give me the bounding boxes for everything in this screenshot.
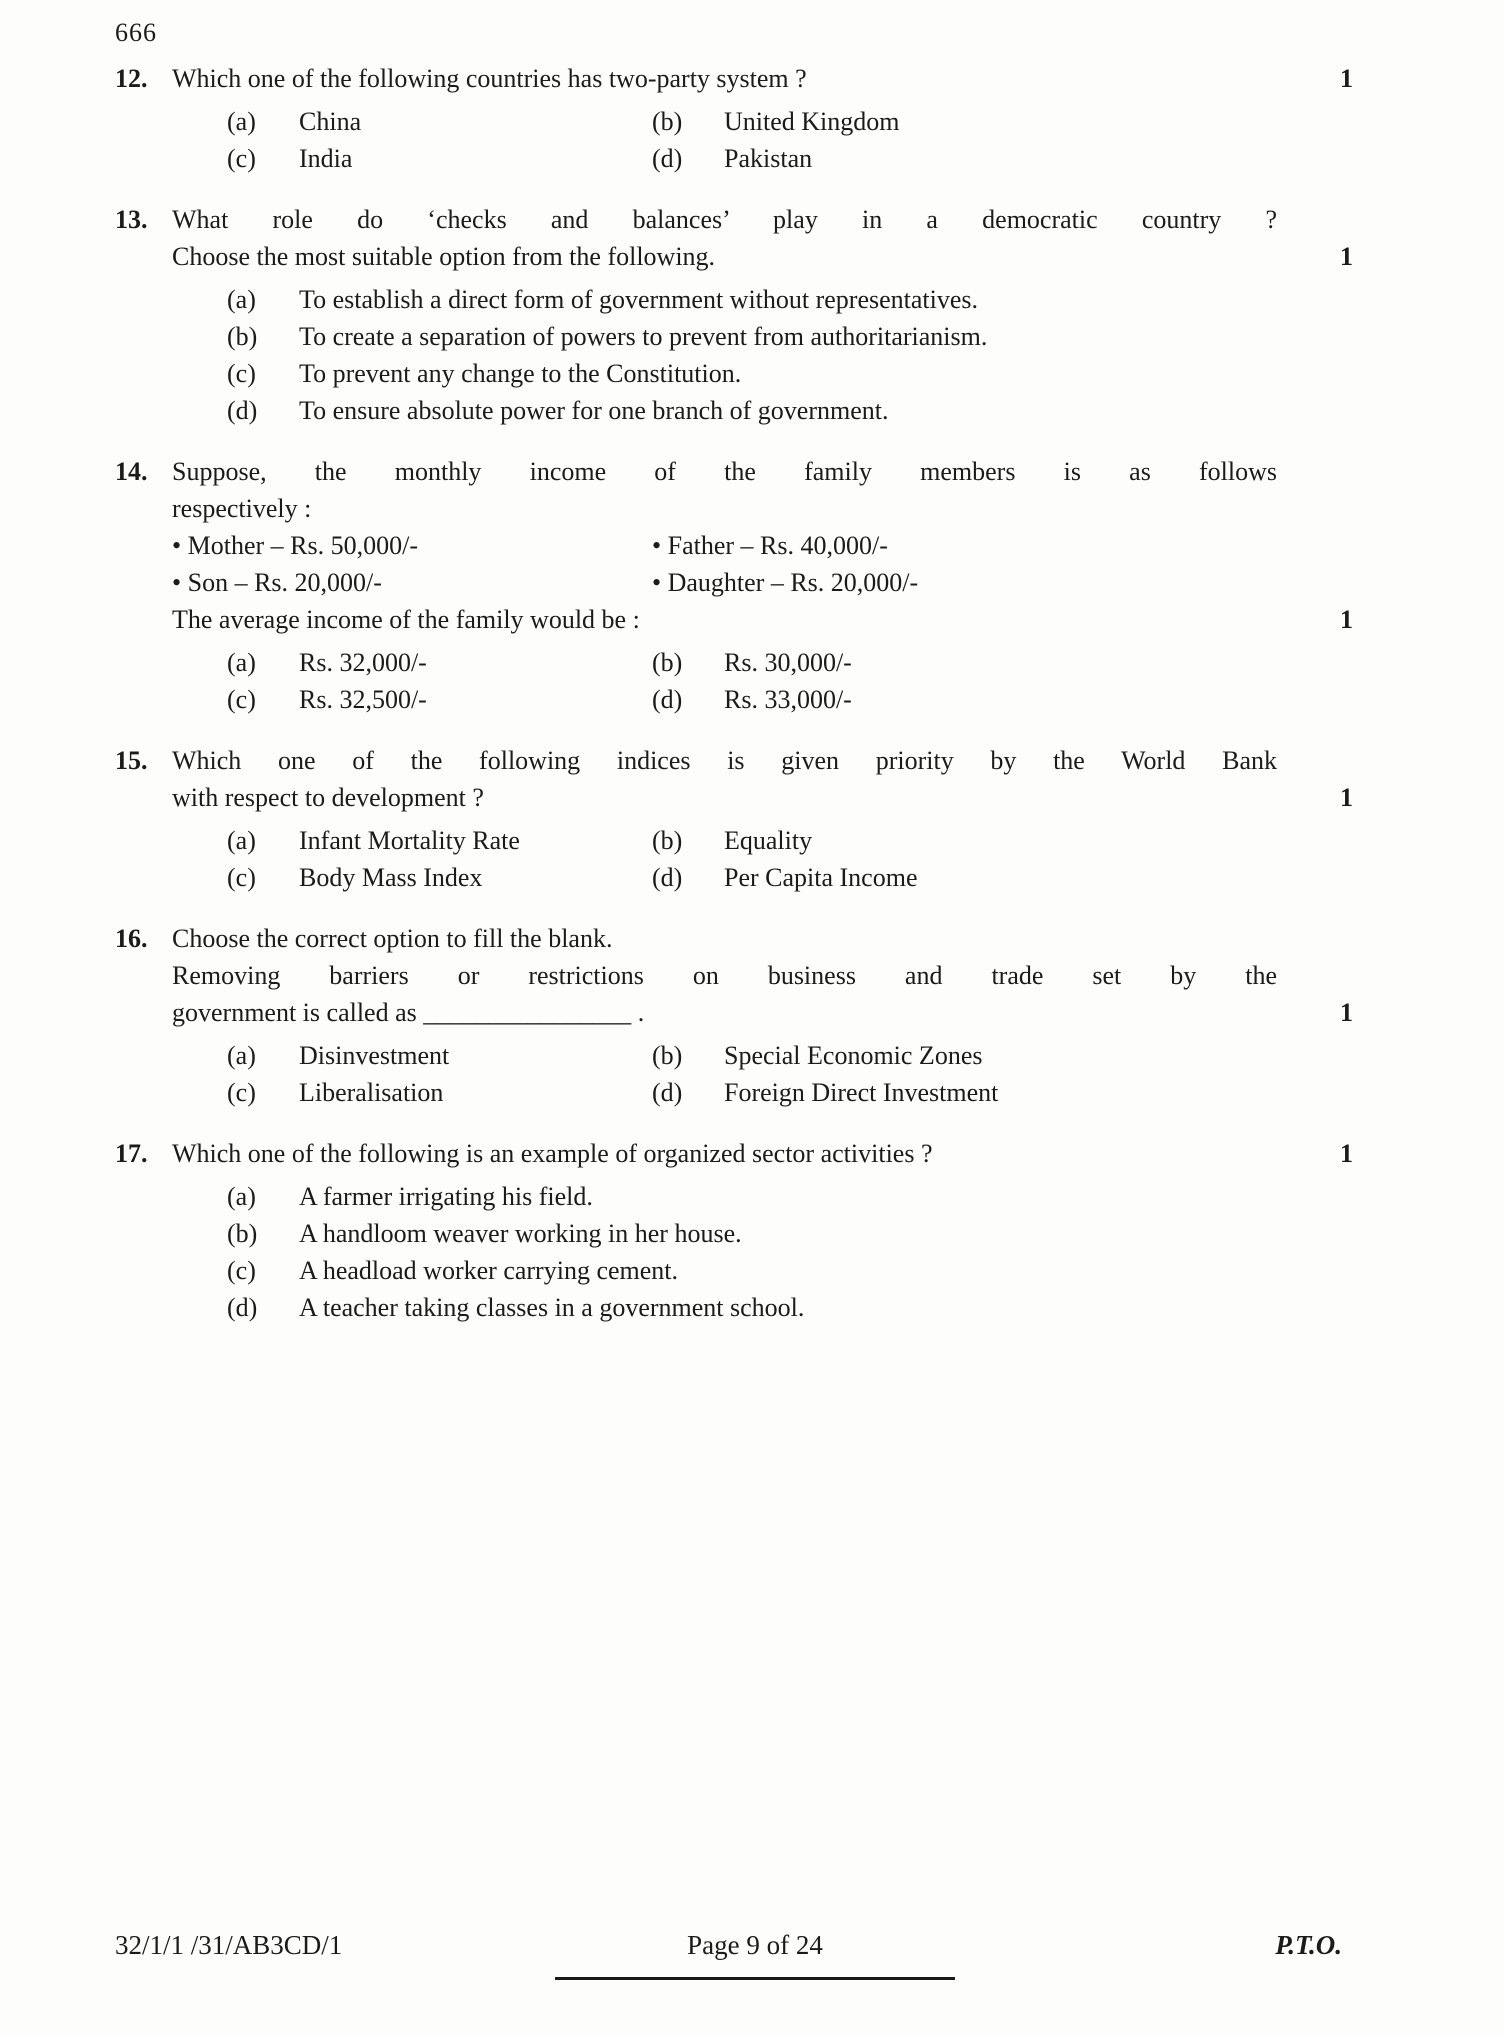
question-body <box>172 1135 1277 1326</box>
option-label: (d) <box>652 1078 683 1107</box>
option-label: (b) <box>652 1041 683 1070</box>
question-13 <box>115 201 1427 429</box>
option-text: Foreign Direct Investment <box>724 1078 999 1107</box>
page-indicator: Page 9 of 24 <box>555 1930 955 1980</box>
option-text: China <box>299 107 362 136</box>
option-text: To ensure absolute power for one branch of government. <box>299 396 889 425</box>
option-text: A headload worker carrying cement. <box>299 1256 679 1285</box>
option-b <box>652 644 1277 681</box>
option-text: A teacher taking classes in a government school. <box>299 1293 805 1322</box>
income-item-father: • Father – Rs. 40,000/- <box>652 531 888 560</box>
questions-area <box>115 60 1427 1350</box>
option-c <box>227 1252 1277 1289</box>
question-body <box>172 453 1277 718</box>
option-label: (c) <box>227 863 256 892</box>
option-text: Pakistan <box>724 144 813 173</box>
question-number: 17. <box>115 1139 148 1168</box>
question-15 <box>115 742 1427 896</box>
option-b <box>652 1037 1277 1074</box>
question-text: Which one of the following indices is given priority by the World Bank <box>172 746 1277 775</box>
question-text: respectively : <box>172 494 312 523</box>
option-label: (d) <box>652 685 683 714</box>
option-label: (d) <box>652 144 683 173</box>
options-grid <box>172 103 1277 177</box>
option-label: (d) <box>652 863 683 892</box>
option-b <box>652 822 1277 859</box>
option-text: Rs. 33,000/- <box>724 685 852 714</box>
marks-value: 1 <box>1340 1139 1353 1168</box>
income-item-daughter: • Daughter – Rs. 20,000/- <box>652 568 919 597</box>
question-body <box>172 920 1277 1111</box>
pto-label: P.T.O. <box>1275 1930 1342 1960</box>
option-d <box>652 681 1277 718</box>
options-grid <box>172 644 1277 718</box>
option-text: Per Capita Income <box>724 863 918 892</box>
question-text: with respect to development ? <box>172 783 484 812</box>
option-b <box>227 318 1277 355</box>
option-a <box>227 103 652 140</box>
options-list <box>172 281 1277 429</box>
option-a <box>227 822 652 859</box>
marks-value: 1 <box>1340 242 1353 271</box>
option-text: Infant Mortality Rate <box>299 826 520 855</box>
option-b <box>227 1215 1277 1252</box>
option-text: To prevent any change to the Constitution. <box>299 359 742 388</box>
option-label: (a) <box>227 285 256 314</box>
option-label: (c) <box>227 1256 256 1285</box>
marks-value: 1 <box>1340 605 1353 634</box>
question-number: 15. <box>115 746 148 775</box>
option-b <box>652 103 1277 140</box>
option-text: Special Economic Zones <box>724 1041 983 1070</box>
option-text: Rs. 32,000/- <box>299 648 427 677</box>
question-17 <box>115 1135 1427 1326</box>
option-label: (c) <box>227 1078 256 1107</box>
option-text: Rs. 32,500/- <box>299 685 427 714</box>
question-number: 12. <box>115 64 148 93</box>
option-label: (c) <box>227 359 256 388</box>
option-label: (b) <box>652 107 683 136</box>
option-label: (b) <box>652 826 683 855</box>
option-a <box>227 644 652 681</box>
marks-value: 1 <box>1340 783 1353 812</box>
option-text: To establish a direct form of government without representatives. <box>299 285 979 314</box>
option-c <box>227 355 1277 392</box>
option-d <box>227 392 1277 429</box>
option-text: A farmer irrigating his field. <box>299 1182 593 1211</box>
option-c <box>227 1074 652 1111</box>
option-d <box>652 1074 1277 1111</box>
question-text: Which one of the following is an example of organized sector activities ? <box>172 1139 933 1168</box>
option-d <box>652 859 1277 896</box>
option-label: (d) <box>227 396 258 425</box>
option-a <box>227 281 1277 318</box>
options-list <box>172 1178 1277 1326</box>
income-item-mother: • Mother – Rs. 50,000/- <box>172 531 418 560</box>
question-text: What role do ‘checks and balances’ play in a democratic country ? <box>172 205 1277 234</box>
question-text: Choose the correct option to fill the blank. <box>172 924 613 953</box>
option-text: A handloom weaver working in her house. <box>299 1219 742 1248</box>
question-number: 13. <box>115 205 148 234</box>
options-grid <box>172 822 1277 896</box>
option-label: (a) <box>227 107 256 136</box>
question-text: Suppose, the monthly income of the family members is as follows <box>172 457 1277 486</box>
option-d <box>227 1289 1277 1326</box>
option-text: Liberalisation <box>299 1078 444 1107</box>
question-text-with-blank: government is called as ________________ . <box>172 998 645 1027</box>
paper-set-number: 666 <box>115 18 157 47</box>
marks-value: 1 <box>1340 998 1353 1027</box>
page-footer <box>115 1930 1427 1990</box>
option-c <box>227 140 652 177</box>
question-16 <box>115 920 1427 1111</box>
question-body <box>172 201 1277 429</box>
option-text: United Kingdom <box>724 107 900 136</box>
marks-value: 1 <box>1340 64 1353 93</box>
option-text: India <box>299 144 353 173</box>
option-text: Body Mass Index <box>299 863 483 892</box>
options-grid <box>172 1037 1277 1111</box>
option-label: (b) <box>652 648 683 677</box>
question-body <box>172 742 1277 896</box>
option-label: (b) <box>227 1219 258 1248</box>
option-text: Equality <box>724 826 813 855</box>
question-12 <box>115 60 1427 177</box>
option-c <box>227 859 652 896</box>
option-a <box>227 1178 1277 1215</box>
option-label: (a) <box>227 1041 256 1070</box>
question-14 <box>115 453 1427 718</box>
option-text: Disinvestment <box>299 1041 450 1070</box>
question-body <box>172 60 1277 177</box>
option-text: To create a separation of powers to prevent from authoritarianism. <box>299 322 988 351</box>
option-label: (a) <box>227 826 256 855</box>
income-item-son: • Son – Rs. 20,000/- <box>172 568 382 597</box>
question-number: 14. <box>115 457 148 486</box>
option-label: (a) <box>227 648 256 677</box>
option-label: (c) <box>227 685 256 714</box>
paper-code: 32/1/1 /31/AB3CD/1 <box>115 1930 343 1960</box>
question-number: 16. <box>115 924 148 953</box>
option-label: (c) <box>227 144 256 173</box>
option-label: (a) <box>227 1182 256 1211</box>
option-text: Rs. 30,000/- <box>724 648 852 677</box>
question-text: The average income of the family would be : <box>172 605 640 634</box>
option-label: (d) <box>227 1293 258 1322</box>
option-d <box>652 140 1277 177</box>
option-a <box>227 1037 652 1074</box>
income-list <box>172 527 1277 601</box>
question-text: Which one of the following countries has two-party system ? <box>172 64 807 93</box>
option-label: (b) <box>227 322 258 351</box>
question-text: Removing barriers or restrictions on business and trade set by the <box>172 961 1277 990</box>
option-c <box>227 681 652 718</box>
question-text: Choose the most suitable option from the following. <box>172 242 716 271</box>
